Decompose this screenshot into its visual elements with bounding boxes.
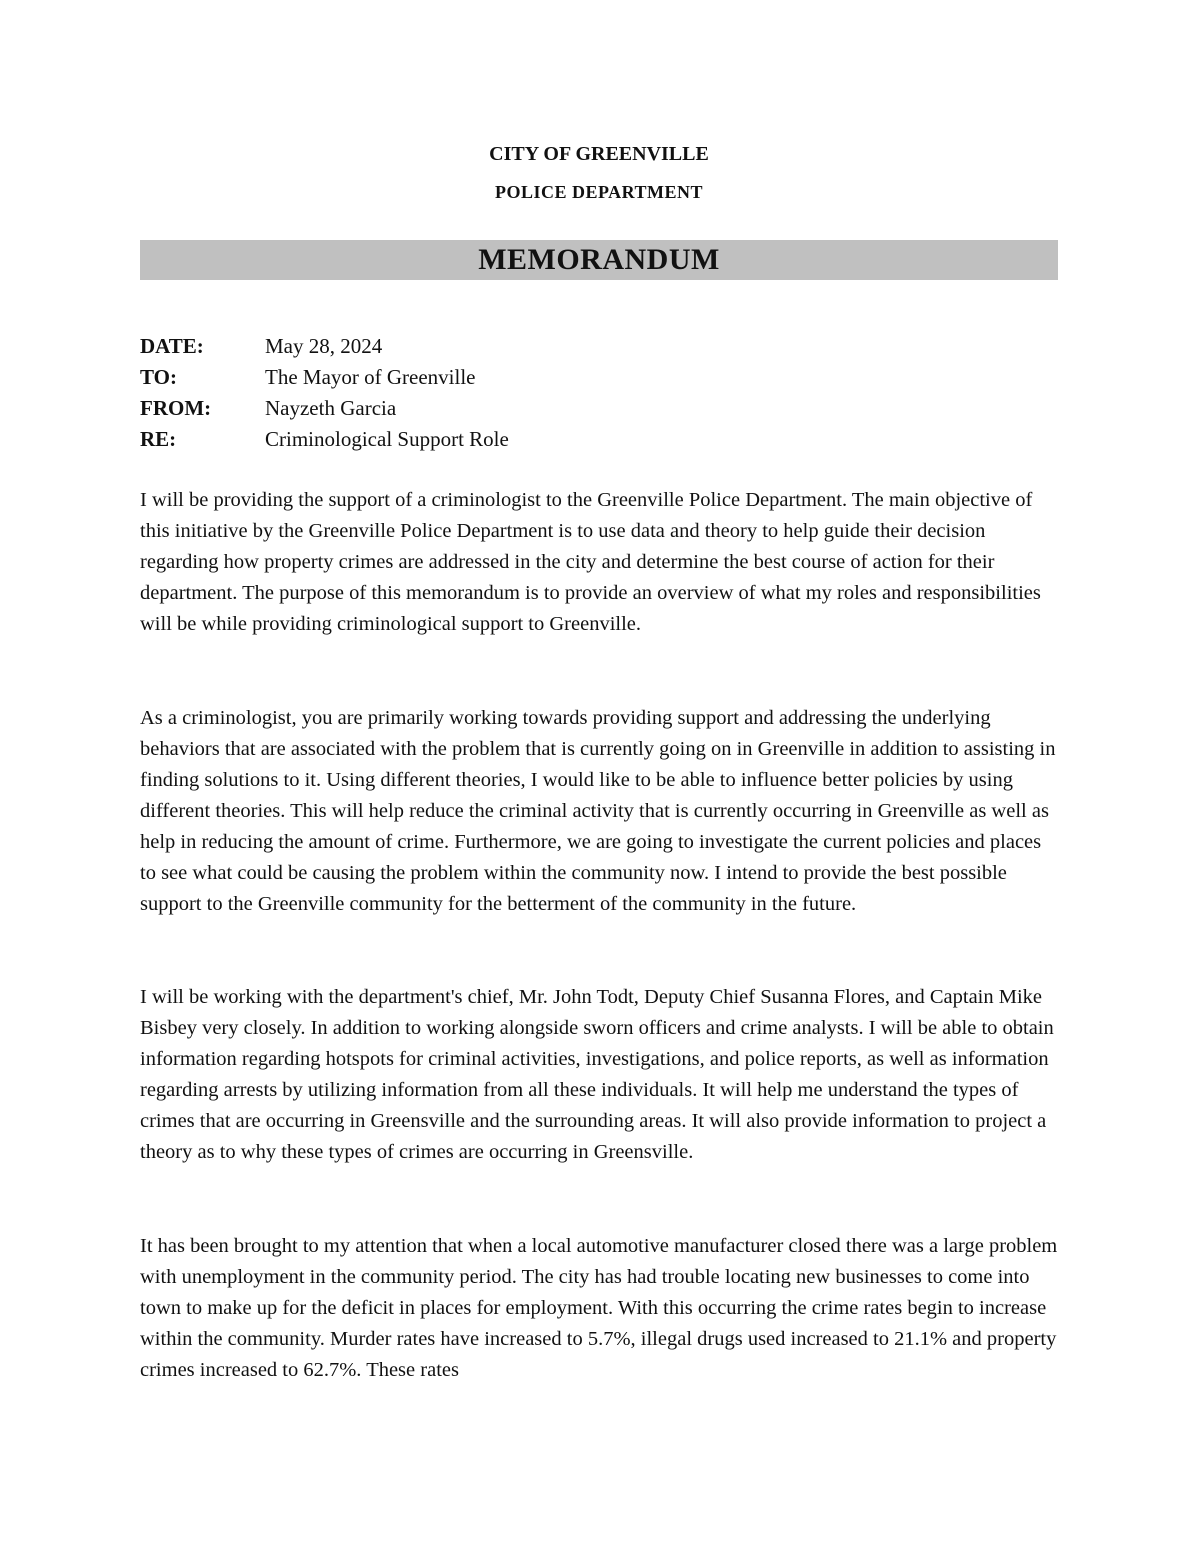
- memo-title-bar: [140, 240, 1058, 280]
- to-value: The Mayor of Greenville: [265, 365, 476, 389]
- memo-meta-block: [140, 331, 1058, 455]
- body-paragraph-2-block: [140, 703, 1060, 920]
- body-paragraph: I will be working with the department's chief, Mr. John Todt, Deputy Chief Susanna Flores, and Captain Mike Bisbey very closely. In addition to working alongside sworn officers and crime analysts. I will be able to obtain information regarding hotspots for criminal activities, investigations, and police reports, as well as information regarding arrests by utilizing information from all these individuals. It will help me understand the types of crimes that are occurring in Greensville and the surrounding areas. It will also provide information to project a theory as to why these types of crimes are occurring in Greensville.: [140, 986, 1054, 1163]
- meta-row-to: [140, 362, 1058, 393]
- date-value: May 28, 2024: [265, 334, 383, 358]
- re-value: Criminological Support Role: [265, 427, 509, 451]
- re-label: RE:: [140, 427, 177, 451]
- from-value: Nayzeth Garcia: [265, 396, 397, 420]
- to-label: TO:: [140, 365, 177, 389]
- body-paragraph: It has been brought to my attention that when a local automotive manufacturer closed there was a large problem with unemployment in the community period. The city has had trouble locating new businesses to come into town to make up for the deficit in places for employment. With this occurring the crime rates begin to increase within the community. Murder rates have increased to 5.7%, illegal drugs used increased to 21.1% and property crimes increased to 62.7%. These rates: [140, 1235, 1058, 1381]
- body-paragraph: As a criminologist, you are primarily working towards providing support and addressing the underlying behaviors that are associated with the problem that is currently going on in Greenville in addition to assisting in finding solutions to it. Using different theories, I would like to be able to influence better policies by using different theories. This will help reduce the criminal activity that is currently occurring in Greenville as well as help in reducing the amount of crime. Furthermore, we are going to investigate the current policies and places to see what could be causing the problem within the community now. I intend to provide the best possible support to the Greenville community for the betterment of the community in the future.: [140, 707, 1056, 915]
- meta-row-date: [140, 331, 1058, 362]
- meta-row-from: [140, 393, 1058, 424]
- body-paragraph: I will be providing the support of a criminologist to the Greenville Police Department. The main objective of this initiative by the Greenville Police Department is to use data and theory to help guide their decision regarding how property crimes are addressed in the city and determine the best course of action for their department. The purpose of this memorandum is to provide an overview of what my roles and responsibilities will be while providing criminological support to Greenville.: [140, 489, 1041, 635]
- from-label: FROM:: [140, 396, 212, 420]
- meta-row-re: [140, 424, 1058, 455]
- body-paragraph-4-block: [140, 1231, 1060, 1386]
- date-label: DATE:: [140, 334, 204, 358]
- department-name: POLICE DEPARTMENT: [494, 182, 704, 202]
- city-name: CITY OF GREENVILLE: [489, 143, 709, 165]
- body-paragraph-3-block: [140, 982, 1060, 1168]
- memo-title: MEMORANDUM: [478, 243, 720, 276]
- body-paragraph-1-block: [140, 485, 1060, 640]
